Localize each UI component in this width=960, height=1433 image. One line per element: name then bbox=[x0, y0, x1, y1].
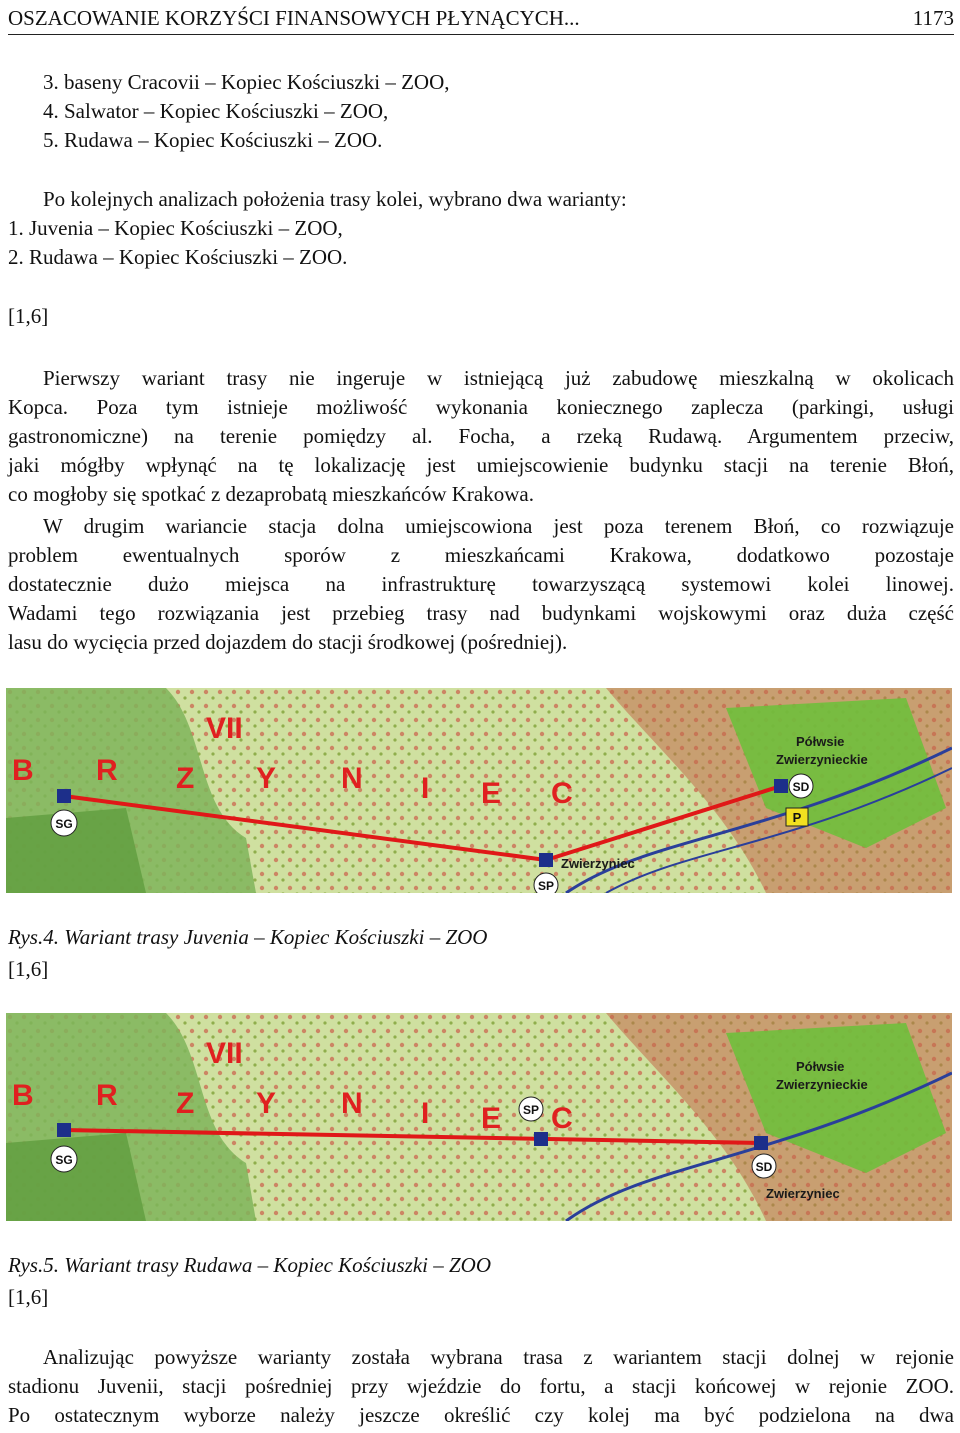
station-sd-label: SD bbox=[792, 780, 810, 794]
paragraph-line: W drugim wariancie stacja dolna umiejscowiona jest poza terenem Błoń, co rozwiązuje bbox=[43, 514, 954, 538]
figure-reference: [1,6] bbox=[8, 957, 49, 981]
figure-reference: [1,6] bbox=[8, 1285, 49, 1309]
map-label: Z bbox=[176, 1087, 195, 1120]
place-label: Półwsie bbox=[796, 1059, 845, 1074]
station-marker bbox=[57, 789, 71, 803]
reference: [1,6] bbox=[8, 304, 49, 328]
map-label: Z bbox=[176, 762, 195, 795]
paragraph-line: Kopca. Poza tym istnieje możliwość wykonania koniecznego zaplecza (parkingi, usługi bbox=[8, 395, 954, 419]
district-label: VII bbox=[206, 1037, 243, 1070]
intro-line: Po kolejnych analizach położenia trasy kolei, wybrano dwa warianty: bbox=[43, 187, 627, 211]
list-item: 5. Rudawa – Kopiec Kościuszki – ZOO. bbox=[43, 128, 383, 152]
running-header bbox=[8, 6, 954, 35]
station-sp-label: SP bbox=[537, 879, 555, 893]
list-item: 3. baseny Cracovii – Kopiec Kościuszki – ZOO, bbox=[43, 70, 450, 94]
map-label: R bbox=[96, 754, 118, 787]
map-figure-rudawa bbox=[6, 1013, 952, 1221]
place-label: Zwierzyniec bbox=[766, 1186, 840, 1201]
parking-label: P bbox=[792, 810, 802, 825]
paragraph-line: Pierwszy wariant trasy nie ingeruje w istniejącą już zabudowę mieszkalną w okolicach bbox=[43, 366, 954, 390]
map-label: N bbox=[341, 762, 363, 795]
station-sg-label: SG bbox=[55, 817, 73, 831]
map-label: R bbox=[96, 1079, 118, 1112]
station-marker bbox=[754, 1136, 768, 1150]
list-item: 1. Juvenia – Kopiec Kościuszki – ZOO, bbox=[8, 216, 343, 240]
list-item: 4. Salwator – Kopiec Kościuszki – ZOO, bbox=[43, 99, 389, 123]
paragraph-line: Analizując powyższe warianty została wybrana trasa z wariantem stacji dolnej w rejonie bbox=[43, 1345, 954, 1369]
map-label: C bbox=[551, 1102, 573, 1135]
map-label: B bbox=[12, 754, 34, 787]
map-label: C bbox=[551, 777, 573, 810]
place-label: Półwsie bbox=[796, 734, 845, 749]
paragraph-line: Wadami tego rozwiązania jest przebieg trasy nad budynkami wojskowymi oraz duża część bbox=[8, 601, 954, 625]
place-label: Zwierzynieckie bbox=[776, 1077, 868, 1092]
map-figure-juvenia bbox=[6, 688, 952, 893]
station-marker bbox=[539, 853, 553, 867]
map-label: Y bbox=[256, 1087, 277, 1120]
map-label: E bbox=[481, 777, 502, 810]
paragraph-line: lasu do wycięcia przed dojazdem do stacji środkowej (pośredniej). bbox=[8, 630, 568, 654]
district-label: VII bbox=[206, 712, 243, 745]
map-label: B bbox=[12, 1079, 34, 1112]
list-item: 2. Rudawa – Kopiec Kościuszki – ZOO. bbox=[8, 245, 348, 269]
figure-caption: Rys.4. Wariant trasy Juvenia – Kopiec Kościuszki – ZOO bbox=[8, 925, 488, 949]
paragraph-line: co mogłoby się spotkać z dezaprobatą mieszkańców Krakowa. bbox=[8, 482, 534, 506]
place-label: Zwierzynieckie bbox=[776, 752, 868, 767]
paragraph-line: dostatecznie dużo miejsca na infrastrukturę towarzyszącą systemowi kolei linowej. bbox=[8, 572, 954, 596]
station-sg-label: SG bbox=[55, 1153, 73, 1167]
paragraph-line: Po ostatecznym wyborze należy jeszcze określić czy kolej ma być podzielona na dwa bbox=[8, 1403, 954, 1427]
map-label: I bbox=[421, 772, 430, 805]
running-title: OSZACOWANIE KORZYŚCI FINANSOWYCH PŁYNĄCYCH... bbox=[8, 6, 580, 30]
map-label: Y bbox=[256, 762, 277, 795]
paragraph-line: gastronomiczne) na terenie pomiędzy al. Focha, a rzeką Rudawą. Argumentem przeciw, bbox=[8, 424, 954, 448]
map-label: I bbox=[421, 1097, 430, 1130]
figure-caption: Rys.5. Wariant trasy Rudawa – Kopiec Kościuszki – ZOO bbox=[8, 1253, 492, 1277]
station-sp-label: SP bbox=[522, 1103, 540, 1117]
map-label: E bbox=[481, 1102, 502, 1135]
paragraph-line: jaki mógłby wpłynąć na tę lokalizację jest umiejscowienie budynku stacji na terenie Błoń, bbox=[8, 453, 954, 477]
paragraph-line: stadionu Juvenii, stacji pośredniej przy wjeździe do fortu, a stacji końcowej w rejonie ZOO. bbox=[8, 1374, 954, 1398]
station-marker bbox=[57, 1123, 71, 1137]
paragraph-line: problem ewentualnych sporów z mieszkańcami Krakowa, dodatkowo pozostaje bbox=[8, 543, 954, 567]
map-label: N bbox=[341, 1087, 363, 1120]
place-label: Zwierzyniec bbox=[561, 856, 635, 871]
page-number: 1173 bbox=[912, 6, 954, 30]
station-sd-label: SD bbox=[755, 1160, 773, 1174]
station-marker bbox=[774, 779, 788, 793]
station-marker bbox=[534, 1132, 548, 1146]
